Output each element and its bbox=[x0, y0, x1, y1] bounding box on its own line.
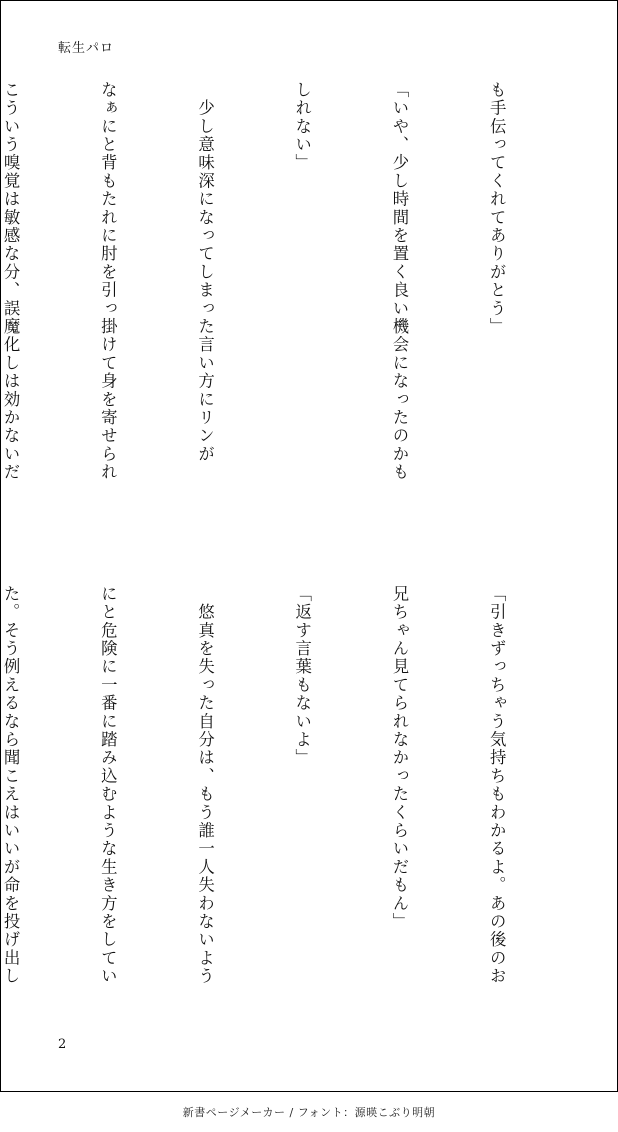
text-line: なぁにと背もたれに肘を引っ掛けて身を寄せられ bbox=[98, 81, 118, 482]
text-line: にと危険に一番に踏み込むような生き方をしてい bbox=[98, 585, 118, 986]
text-line: 「引きずっちゃう気持ちもわかるよ。あの後のお bbox=[487, 585, 507, 986]
text-line: 「返す言葉もないよ」 bbox=[292, 585, 312, 767]
page-number: 2 bbox=[58, 1037, 67, 1052]
text-line: 「いや、少し時間を置く良い機会になったのかも bbox=[389, 81, 409, 482]
upper-text-block bbox=[1, 81, 577, 541]
text-line: 悠真を失った自分は、もう誰一人失わないよう bbox=[195, 585, 215, 986]
footer-credit: 新書ページメーカー / フォント：源暎こぶり明朝 bbox=[182, 1106, 436, 1119]
text-line: 兄ちゃん見てられなかったくらいだもん」 bbox=[389, 585, 409, 931]
lower-text-block bbox=[1, 585, 577, 1005]
text-line: も手伝ってくれてありがとう」 bbox=[487, 81, 507, 336]
text-line: 少し意味深になってしまった言い方にリンが bbox=[195, 81, 215, 464]
text-line: しれない」 bbox=[292, 81, 312, 172]
text-line: た。そう例えるなら聞こえはいいが命を投げ出し bbox=[1, 585, 21, 986]
text-line: こういう嗅覚は敏感な分、誤魔化しは効かないだ bbox=[1, 81, 21, 482]
page-header-title: 転生パロ bbox=[58, 41, 115, 56]
